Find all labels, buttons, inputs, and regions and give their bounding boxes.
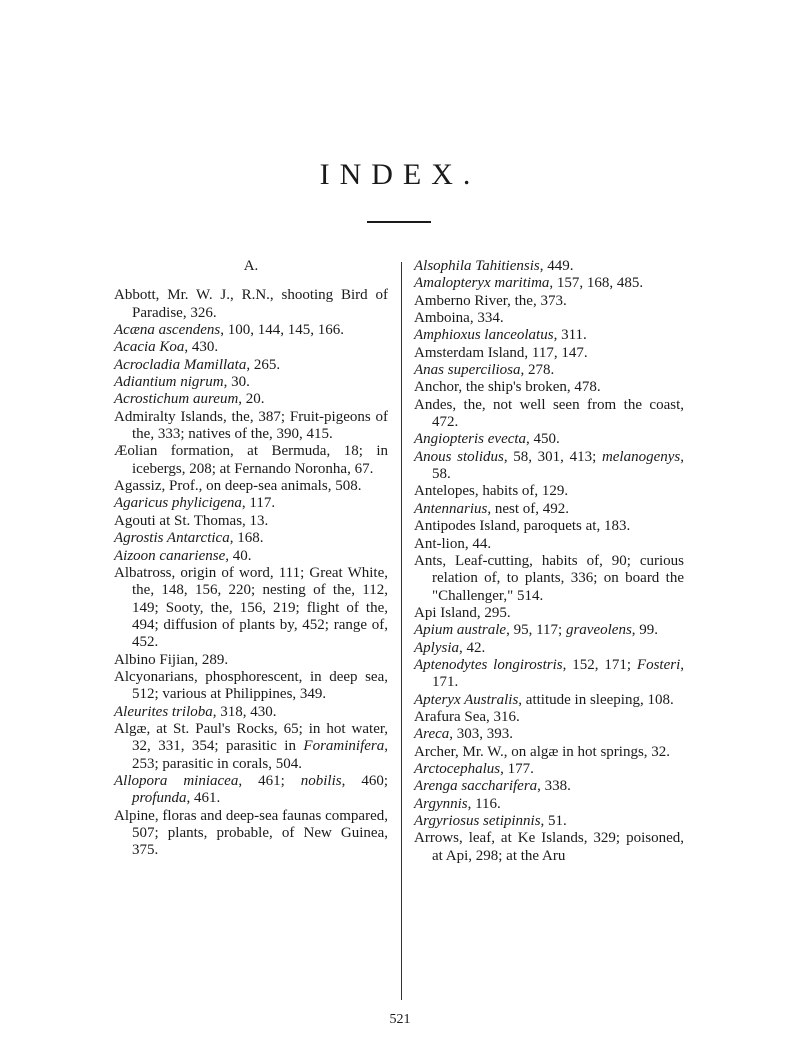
italic-term: melanogenys [601,448,681,465]
index-entry [414,293,684,310]
entry-text: Alcyonarians, phosphorescent, in deep sea, 512; various at Philippines, 349. [114,668,388,703]
entry-text: , 177. [500,760,534,777]
index-entry [114,530,388,547]
italic-term: Foraminifera [303,738,385,755]
italic-term: Adiantium nigrum [114,374,224,391]
italic-term: Antennarius [414,500,488,517]
italic-term: Aleurites triloba [114,703,213,720]
entry-text: Amboina, 334. [414,310,504,327]
entry-text: , 40. [225,547,252,564]
entry-text: , 430. [184,339,219,356]
entry-text: Æolian formation, at Bermuda, 18; in icebergs, 208; at Fernando Noronha, 67. [114,443,388,477]
index-entry [114,721,388,773]
italic-term: Alsophila Tahitiensis [414,258,540,274]
index-entry [414,379,684,396]
italic-term: Acæna ascendens [114,322,221,339]
entry-text: , 449. [539,258,574,274]
index-entry [414,709,684,726]
entry-text: , 30. [223,374,250,391]
entry-text: , 460; [341,772,389,789]
index-entry [414,761,684,778]
italic-term: nobilis [300,772,342,789]
index-entry [414,605,684,622]
entry-text: , nest of, 492. [487,500,570,517]
index-entry [114,808,388,860]
index-entry [414,830,684,865]
entry-text: , 99. [631,622,659,639]
italic-term: Amphioxus lanceolatus [414,327,554,344]
entry-text: Ant-lion, 44. [414,535,492,552]
italic-term: Anous stolidus [414,448,504,465]
entry-text: , 171. [432,656,684,691]
entry-text: , 117. [241,495,276,512]
italic-term: Aptenodytes longirostris [414,656,563,673]
index-entry [114,357,388,374]
entry-text: Archer, Mr. W., on algæ in hot springs, 32. [414,743,671,760]
index-entry [414,449,684,484]
entry-text: Amsterdam Island, 117, 147. [414,344,588,361]
title-rule [367,221,431,223]
index-entry [114,548,388,565]
entry-text: , 152, 171; [562,656,637,673]
entry-text: Abbott, Mr. W. J., R.N., shooting Bird of Paradise, 326. [114,287,388,321]
index-entry [114,339,388,356]
entry-text: Ants, Leaf-cutting, habits of, 90; curious relation of, to plants, 336; on board the "Challenger," 514. [414,552,684,604]
entry-text: , 338. [537,778,571,795]
index-entry [114,322,388,339]
index-entry [414,813,684,830]
italic-term: Arenga saccharifera [414,778,538,795]
entry-text: Arrows, leaf, at Ke Islands, 329; poisoned, at Api, 298; at the Aru [414,830,684,864]
entry-text: Arafura Sea, 316. [414,708,520,725]
entry-text: Anchor, the ship's broken, 478. [414,379,601,396]
entry-text: , 278. [520,362,555,379]
entry-text: , 303, 393. [449,726,514,743]
index-entry [414,518,684,535]
entry-text: Amberno River, the, 373. [414,292,567,309]
index-entry [414,657,684,692]
italic-term: profunda [132,790,187,807]
index-entry [114,374,388,391]
entry-text: Antipodes Island, paroquets at, 183. [414,518,631,535]
page-number: 521 [389,1012,411,1027]
entry-text: , 461. [186,790,221,807]
index-entry [414,640,684,657]
index-entry [114,287,388,322]
column-divider [401,262,402,1000]
entry-text: , 58. [432,448,684,483]
italic-term: Aizoon canariense [114,547,226,564]
index-entry [414,310,684,327]
index-entry [114,704,388,721]
index-entry [414,536,684,553]
index-entry [114,478,388,495]
italic-term: Anas superciliosa [414,362,521,379]
right-column [414,258,684,865]
entry-text: , 116. [467,795,501,812]
italic-term: Agaricus phylicigena [114,495,242,512]
entry-text: , 58, 301, 413; [503,448,602,465]
section-letter: A. [243,258,259,274]
index-entry [414,744,684,761]
index-entry [414,692,684,709]
italic-term: Agrostis Antarctica [114,530,230,547]
entry-text: , 168. [229,530,264,547]
italic-term: Areca [414,726,450,743]
entry-text: , 95, 117; [506,622,566,639]
italic-term: Argynnis [414,795,468,812]
entry-text: , 311. [553,327,587,344]
entry-text: Algæ, at St. Paul's Rocks, 65; in hot water, 32, 331, 354; parasitic in [114,720,388,755]
index-entry [414,258,684,275]
entry-text: , 461; [238,772,301,789]
italic-term: Acacia Koa [114,339,185,356]
entry-text: Albatross, origin of word, 111; Great White, the, 148, 156, 220; nesting of the, 112, 149; Sooty, the, 156, 219; flight of the, 494; diffusion of plants by, 452; range of, 452. [114,564,388,651]
index-entry [414,483,684,500]
right-entries [414,258,684,865]
index-entry [414,275,684,292]
left-column [114,258,388,860]
entry-text: Antelopes, habits of, 129. [414,483,569,500]
italic-term: graveolens [565,622,632,639]
entry-text: Albino Fijian, 289. [114,651,229,668]
index-entry [414,345,684,362]
entry-text: , 20. [238,391,265,408]
entry-text: , 265. [246,356,281,373]
italic-term: Apteryx Australis [414,691,519,708]
index-entry [414,796,684,813]
entry-text: , 51. [540,813,567,829]
entry-text: , 42. [459,639,486,656]
entry-text: Admiralty Islands, the, 387; Fruit-pigeons of the, 333; natives of the, 390, 415. [114,408,388,443]
entry-text: , 450. [526,431,560,448]
index-entry [414,778,684,795]
italic-term: Allopora miniacea [114,772,239,789]
entry-text: Andes, the, not well seen from the coast, 472. [414,396,684,431]
index-entry [414,362,684,379]
index-entry [414,622,684,639]
entry-text: , 253; parasitic in corals, 504. [132,738,388,772]
entry-text: Alpine, floras and deep-sea faunas compared, 507; plants, probable, of New Guinea, 375. [114,807,388,859]
index-entry [114,443,388,478]
italic-term: Amalopteryx maritima [414,275,550,292]
entry-text: , 157, 168, 485. [549,275,644,292]
entry-text: , attitude in sleeping, 108. [518,691,674,708]
page-title: INDEX. [319,158,481,191]
index-entry [114,669,388,704]
left-entries [114,287,388,859]
italic-term: Arctocephalus [414,760,501,777]
index-entry [114,652,388,669]
italic-term: Acrostichum aureum [114,391,239,408]
italic-term: Argyriosus setipinnis [414,813,541,829]
italic-term: Angiopteris evecta [414,431,527,448]
index-entry [414,501,684,518]
italic-term: Fosteri [636,656,681,673]
entry-text: Agassiz, Prof., on deep-sea animals, 508. [114,478,362,495]
entry-text: , 100, 144, 145, 166. [220,322,344,339]
index-entry [114,495,388,512]
index-entry [114,409,388,444]
index-entry [414,397,684,432]
index-entry [114,773,388,808]
index-entry [114,513,388,530]
index-entry [414,327,684,344]
index-entry [414,553,684,605]
italic-term: Apium australe [414,622,507,639]
index-entry [114,565,388,652]
entry-text: Api Island, 295. [414,604,511,621]
index-entry [414,726,684,743]
italic-term: Aplysia [414,639,459,656]
index-entry [114,391,388,408]
italic-term: Acrocladia Mamillata [114,356,247,373]
index-entry [414,431,684,448]
entry-text: Agouti at St. Thomas, 13. [114,512,269,529]
entry-text: , 318, 430. [212,703,277,720]
